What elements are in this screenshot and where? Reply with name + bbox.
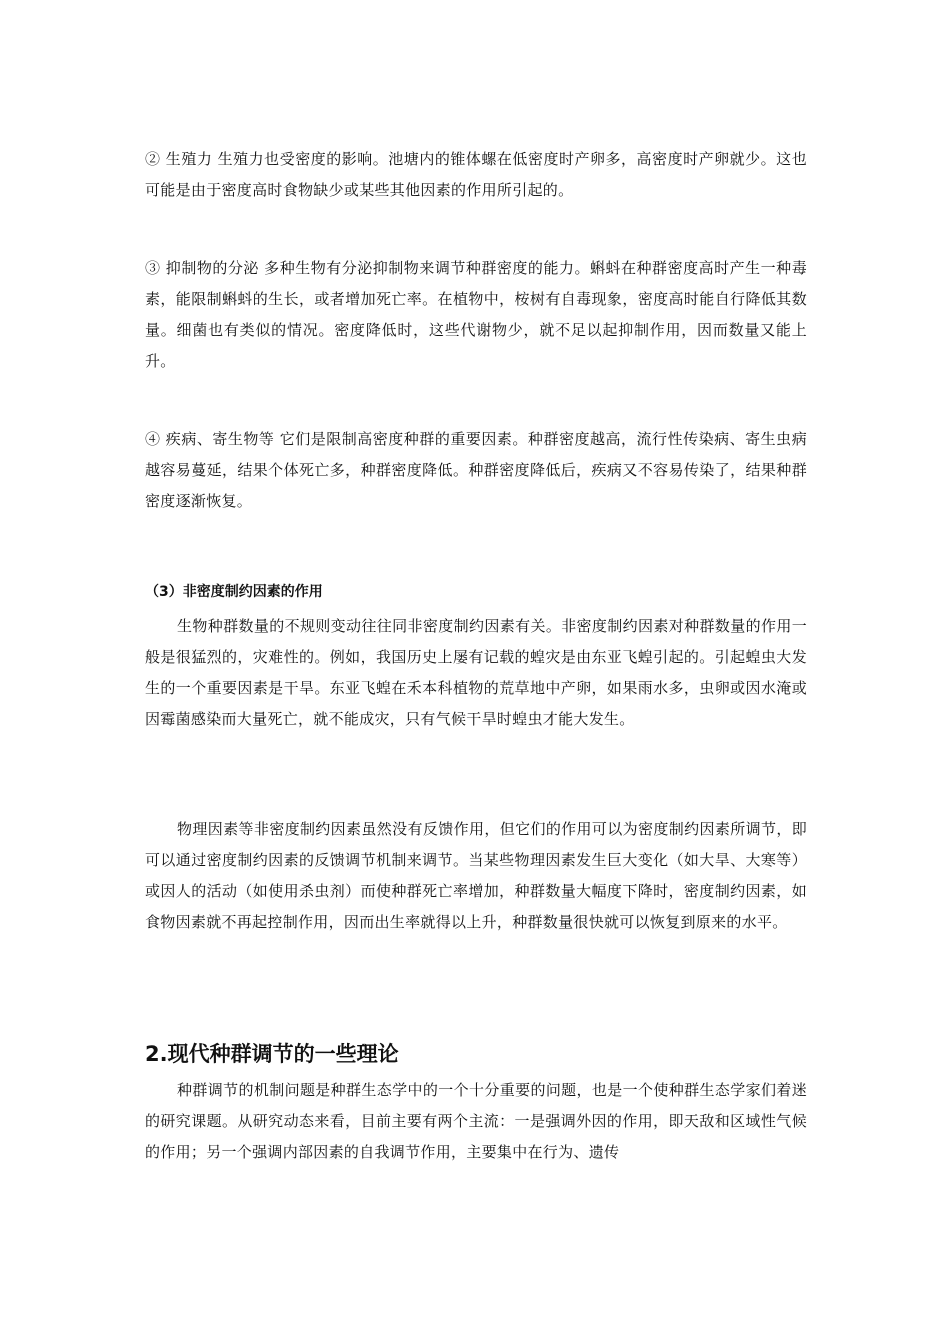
paragraph-density-independent: 生物种群数量的不规则变动往往同非密度制约因素有关。非密度制约因素对种群数量的作用一般是很猛烈的，灾难性的。例如，我国历史上屡有记载的蝗灾是由东亚飞蝗引起的。引起蝗虫大发生的一个重要因素是干旱。东亚飞蝗在禾本科植物的荒草地中产卵，如果雨水多，虫卵或因水淹或因霉菌感染而大量死亡，就不能成灾，只有气候干旱时蝗虫才能大发生。 [145,617,807,728]
paragraph-fecundity: ② 生殖力 生殖力也受密度的影响。池塘内的锥体螺在低密度时产卵多，高密度时产卵就少。这也可能是由于密度高时食物缺少或某些其他因素的作用所引起的。 [145,150,807,199]
paragraph-regulation-theory: 种群调节的机制问题是种群生态学中的一个十分重要的问题，也是一个使种群生态学家们着迷的研究课题。从研究动态来看，目前主要有两个主流：一是强调外因的作用，即天敌和区域性气候的作用；另一个强调内部因素的自我调节作用，主要集中在行为、遗传 [145,1081,807,1161]
section-heading: 2.现代种群调节的一些理论 [145,1042,399,1066]
paragraph-physical-factors: 物理因素等非密度制约因素虽然没有反馈作用，但它们的作用可以为密度制约因素所调节，即可以通过密度制约因素的反馈调节机制来调节。当某些物理因素发生巨大变化（如大旱、大寒等）或因人的活动（如使用杀虫剂）而使种群死亡率增加，种群数量大幅度下降时，密度制约因素，如食物因素就不再起控制作用，因而出生率就得以上升，种群数量很快就可以恢复到原来的水平。 [145,820,807,931]
paragraph-disease-parasites: ④ 疾病、寄生物等 它们是限制高密度种群的重要因素。种群密度越高，流行性传染病、寄生虫病越容易蔓延，结果个体死亡多，种群密度降低。种群密度降低后，疾病又不容易传染了，结果种群密度逐渐恢复。 [145,430,807,510]
section-subheading: （3）非密度制约因素的作用 [145,584,323,600]
paragraph-inhibitor-secretion: ③ 抑制物的分泌 多种生物有分泌抑制物来调节种群密度的能力。蝌蚪在种群密度高时产生一种毒素，能限制蝌蚪的生长，或者增加死亡率。在植物中，桉树有自毒现象，密度高时能自行降低其数量。细菌也有类似的情况。密度降低时，这些代谢物少，就不足以起抑制作用，因而数量又能上升。 [145,259,807,370]
